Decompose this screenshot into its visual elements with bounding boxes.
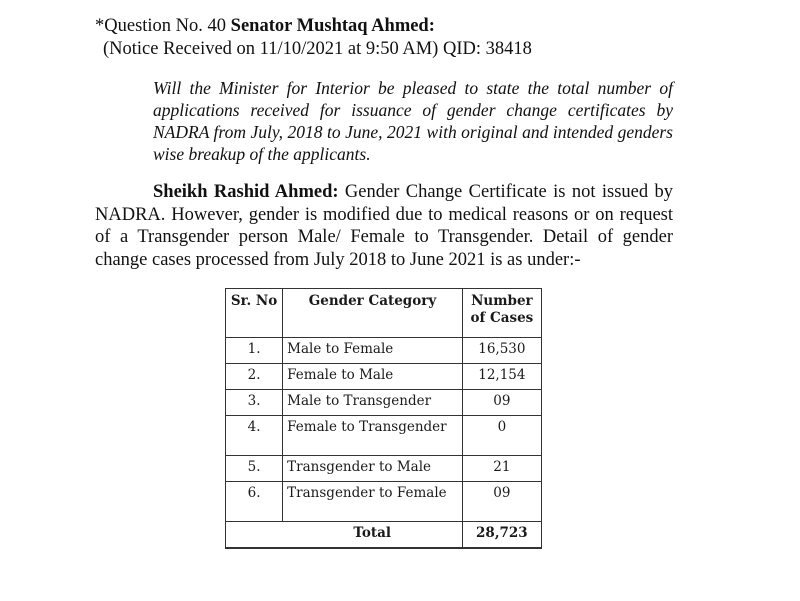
gender-cases-table: [225, 288, 542, 549]
total-value: 28,723: [462, 522, 541, 549]
row-sr: 1.: [226, 338, 283, 364]
row-sr: 2.: [226, 364, 283, 390]
table-row: [226, 364, 542, 390]
table-row: [226, 482, 542, 522]
notice-line: (Notice Received on 11/10/2021 at 9:50 AM) QID: 38418: [103, 39, 532, 59]
row-category: Transgender to Male: [283, 456, 463, 482]
row-cases: 0: [462, 416, 541, 456]
senator-name: Senator Mushtaq Ahmed:: [230, 16, 435, 36]
row-category: Transgender to Female: [283, 482, 463, 522]
row-sr: 6.: [226, 482, 283, 522]
question-text: Will the Minister for Interior be pleased to state the total number of applications received for issuance of gender change certificates by NADRA from July, 2018 to June, 2021 with original and intended genders wise breakup of the applicants.: [153, 78, 673, 164]
header-gender-category: Gender Category: [283, 289, 463, 338]
row-cases: 16,530: [462, 338, 541, 364]
total-blank-cell: [226, 522, 283, 549]
table-header-row: [226, 289, 542, 338]
table-row: [226, 416, 542, 456]
header-number-of-cases: Number of Cases: [462, 289, 541, 338]
table-row: [226, 456, 542, 482]
row-cases: 09: [462, 390, 541, 416]
table-row: [226, 338, 542, 364]
row-category: Male to Female: [283, 338, 463, 364]
minister-name: Sheikh Rashid Ahmed:: [153, 182, 339, 202]
row-category: Female to Transgender: [283, 416, 463, 456]
question-number: *Question No. 40: [95, 16, 227, 36]
row-cases: 09: [462, 482, 541, 522]
row-sr: 3.: [226, 390, 283, 416]
table-total-row: [226, 522, 542, 549]
row-category: Female to Male: [283, 364, 463, 390]
question-heading: [95, 15, 435, 37]
header-sr-no: Sr. No: [226, 289, 283, 338]
table-row: [226, 390, 542, 416]
row-cases: 21: [462, 456, 541, 482]
row-sr: 5.: [226, 456, 283, 482]
row-sr: 4.: [226, 416, 283, 456]
total-label: Total: [283, 522, 463, 549]
answer-text: Gender Change Certificate is not issued by NADRA. However, gender is modified due to medical reasons or on request of a Transgender person Male/ Female to Transgender. Detail of gender change cases processed from July 2018 to June 2021 is as under:-: [95, 182, 673, 270]
row-cases: 12,154: [462, 364, 541, 390]
answer-paragraph: [95, 181, 673, 271]
row-category: Male to Transgender: [283, 390, 463, 416]
